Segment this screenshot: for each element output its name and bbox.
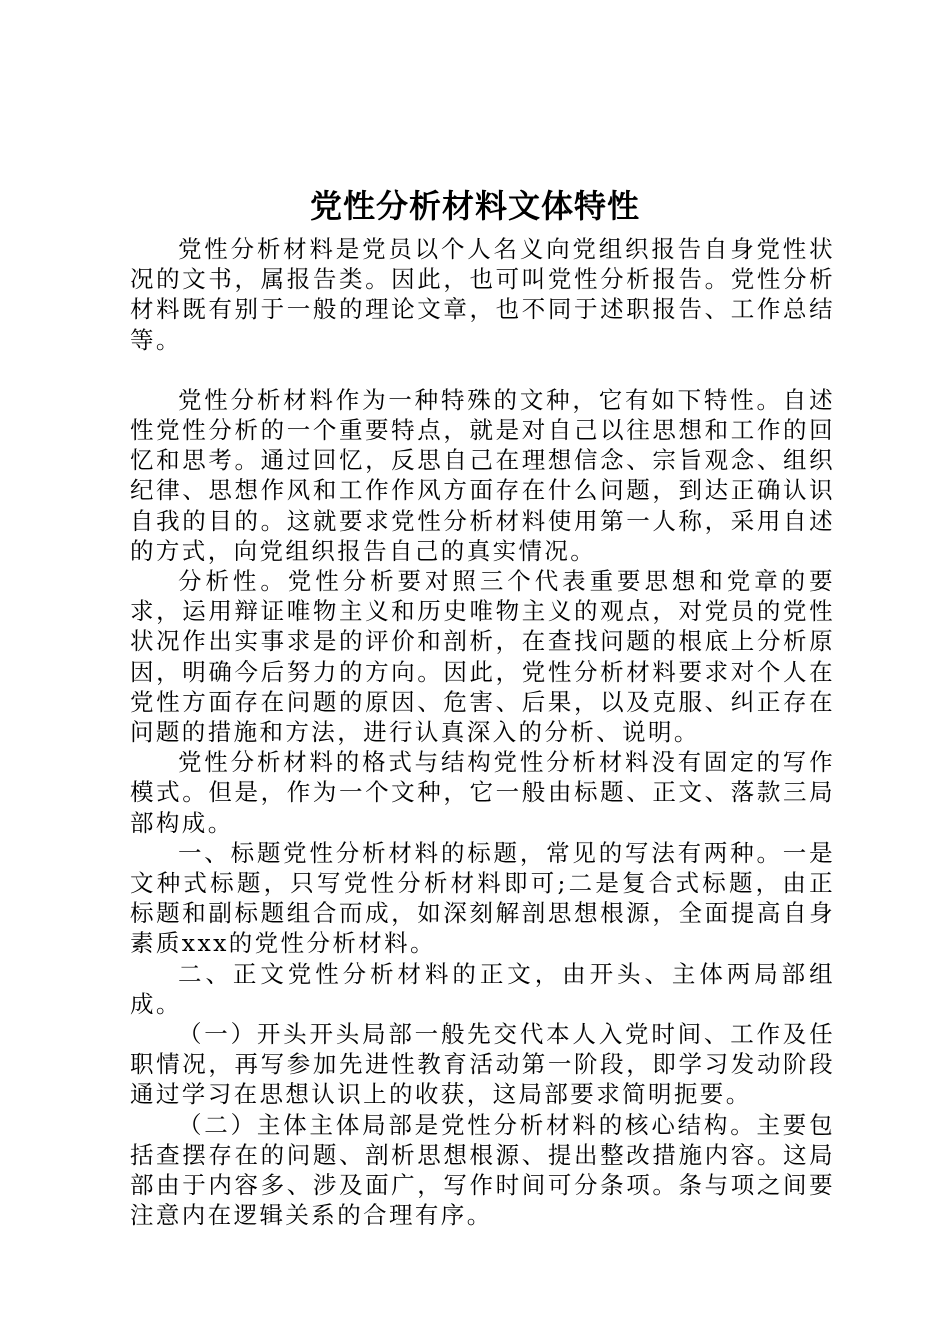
paragraph-self-narration: 党性分析材料作为一种特殊的文种，它有如下特性。自述性党性分析的一个重要特点，就是对自己以往思想和工作的回忆和思考。通过回忆，反思自己在理想信念、宗旨观念、组织纪律、思想作风和工作作风方面存在什么问题，到达正确认识自我的目的。这就要求党性分析材料使用第一人称，采用自述的方式，向党组织报告自己的真实情况。 [130,385,835,565]
paragraph-intro: 党性分析材料是党员以个人名义向党组织报告自身党性状况的文书，属报告类。因此，也可叫党性分析报告。党性分析材料既有别于一般的理论文章，也不同于述职报告、工作总结等。 [130,235,835,354]
paragraph-title-section: 一、标题党性分析材料的标题，常见的写法有两种。一是文种式标题，只写党性分析材料即可;二是复合式标题，由正标题和副标题组合而成，如深刻解剖思想根源，全面提高自身素质xxx的党性分析材料。 [130,838,835,958]
paragraph-main-body: （二）主体主体局部是党性分析材料的核心结构。主要包括查摆存在的问题、剖析思想根源、提出整改措施内容。这局部由于内容多、涉及面广，写作时间可分条项。条与项之间要注意内在逻辑关系的合理有序。 [130,1110,835,1230]
paragraph-opening: （一）开头开头局部一般先交代本人入党时间、工作及任职情况，再写参加先进性教育活动第一阶段，即学习发动阶段通过学习在思想认识上的收获，这局部要求简明扼要。 [130,1020,835,1109]
paragraph-format-structure: 党性分析材料的格式与结构党性分析材料没有固定的写作模式。但是，作为一个文种，它一般由标题、正文、落款三局部构成。 [130,748,835,837]
paragraph-body-section: 二、正文党性分析材料的正文，由开头、主体两局部组成。 [130,959,835,1018]
document-title: 党性分析材料文体特性 [309,187,640,225]
document-body [130,234,835,1231]
paragraph-analysis: 分析性。党性分析要对照三个代表重要思想和党章的要求，运用辩证唯物主义和历史唯物主义的观点，对党员的党性状况作出实事求是的评价和剖析，在查找问题的根底上分析原因，明确今后努力的方向。因此，党性分析材料要求对个人在党性方面存在问题的原因、危害、后果，以及克服、纠正存在问题的措施和方法，进行认真深入的分析、说明。 [130,567,835,747]
